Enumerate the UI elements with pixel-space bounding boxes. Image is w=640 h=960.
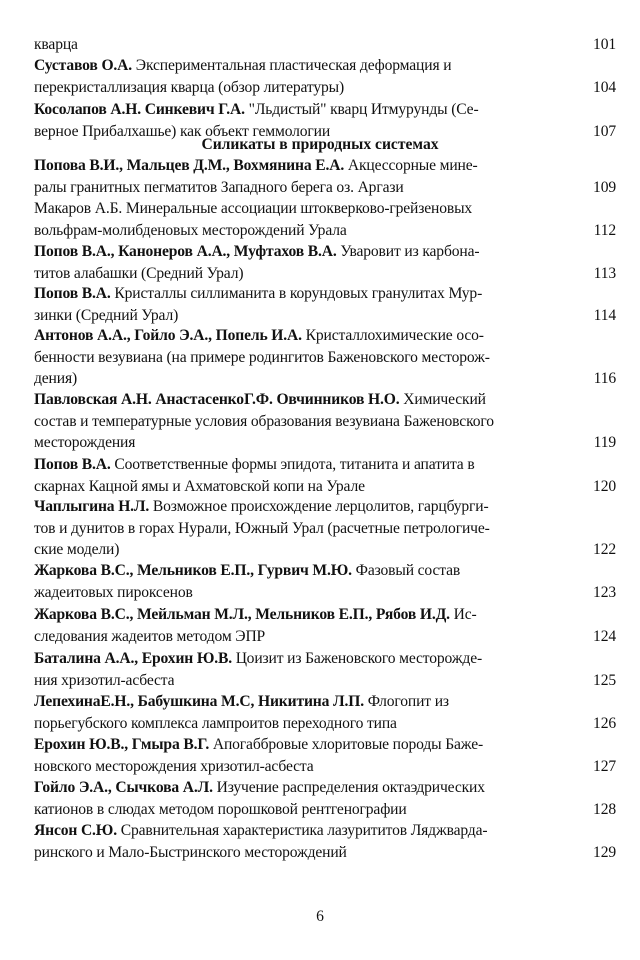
toc-entry [34,34,626,56]
toc-entry-text: катионов в слюдах методом порошковой рентгенографии [34,800,407,818]
toc-entry-line [34,734,626,756]
toc-entry-line [34,347,626,369]
toc-entry-line [34,454,626,476]
toc-entry [34,155,626,198]
toc-entry-line [34,220,626,242]
toc-entry-authors: Янсон С.Ю. [34,822,117,839]
toc-entry-line [34,55,626,77]
toc-entry-text: жадеитовых пироксенов [34,583,193,601]
toc-entry-page: 112 [593,221,616,239]
toc-entry-authors: Антонов А.А., Гойло Э.А., Попель И.А. [34,327,302,344]
toc-entry-page: 127 [593,757,616,775]
toc-entry-text: Попов В.А., Канонеров А.А., Муфтахов В.А. Уваровит из карбона- [34,243,480,260]
toc-entry-page: 125 [593,671,616,689]
toc-entry-page: 109 [593,178,616,196]
toc-entry [34,604,626,647]
toc-entry-page: 119 [593,434,616,451]
toc-entry-page: 120 [593,477,616,495]
toc-entry-authors: Баталина А.А., Ерохин Ю.В. [34,650,233,667]
toc-entry-line [34,263,626,285]
toc-entry-page: 114 [593,306,616,324]
toc-entry [34,820,626,863]
toc-entry-line [34,604,626,626]
toc-entry-page: 129 [593,843,616,861]
toc-entry [34,734,626,777]
toc-entry-authors: Косолапов А.Н. Синкевич Г.А. [34,101,245,118]
toc-entry-authors: Попов В.А. [34,285,111,302]
toc-entry-line [34,518,626,540]
toc-entry-line [34,99,626,121]
toc-entry-text: ЛепехинаЕ.Н., Бабушкина М.С, Никитина Л.П. Флогопит из [34,693,449,710]
toc-entry-text: Гойло Э.А., Сычкова А.Л. Изучение распределения октаэдрических [34,779,485,796]
toc-entry-page: 107 [593,122,616,140]
toc-entry-authors: Попов В.А. [34,456,111,473]
section-title: Силикаты в природных системах [201,136,439,153]
toc-entry [34,777,626,820]
toc-entry-authors: Суставов О.А. [34,57,133,74]
toc-entry-page: 122 [593,541,616,558]
toc-entry-line [34,820,626,842]
toc-entry-text: Жаркова В.С., Мельников Е.П., Гурвич М.Ю. Фазовый состав [34,562,461,579]
toc-entry [34,55,626,98]
toc-entry-line [34,432,626,454]
toc-entry [34,560,626,603]
toc-entry-line [34,389,626,411]
toc-entry-authors: Павловская А.Н. АнастасенкоГ.Ф. Овчинников Н.О. [34,391,400,408]
toc-entry-authors: ЛепехинаЕ.Н., Бабушкина М.С, Никитина Л.П. [34,693,364,710]
toc-entry-line [34,34,626,56]
toc-entry-line [34,648,626,670]
toc-entry-text: новского месторождения хризотил-асбеста [34,757,314,775]
toc-entry-page: 113 [593,264,616,282]
toc-entry [34,648,626,691]
toc-entry-text: состав и температурные условия образования везувиана Баженовского [34,412,494,430]
toc-entry-page: 128 [593,800,616,818]
toc-entry-text: ринского и Мало-Быстринского месторождений [34,843,347,861]
toc-entry-line [34,670,626,692]
toc-entry-authors: Чаплыгина Н.Л. [34,498,150,515]
toc-entry-line [34,198,626,220]
toc-entry-text: Павловская А.Н. АнастасенкоГ.Ф. Овчинников Н.О. Химический [34,391,486,408]
toc-entry-text: Попов В.А. Соответственные формы эпидота, титанита и апатита в [34,456,475,473]
toc-entry [34,454,626,497]
toc-entry-text: бенности везувиана (на примере родингитов Баженовского месторож- [34,348,490,366]
toc-entry-authors: Гойло Э.А., Сычкова А.Л. [34,779,213,796]
toc-entry-line [34,713,626,735]
toc-entry-line [34,842,626,864]
toc-entry-text: Ерохин Ю.В., Гмыра В.Г. Апогаббровые хлоритовые породы Баже- [34,736,484,753]
toc-entry [34,691,626,734]
toc-entry-page: 126 [593,714,616,732]
toc-entry [34,198,626,241]
toc-entry-line [34,325,626,347]
toc-entry-authors: Жаркова В.С., Мельников Е.П., Гурвич М.Ю. [34,562,352,579]
toc-entry-text: Янсон С.Ю. Сравнительная характеристика лазурититов Ляджварда- [34,822,488,839]
toc-entry-text: Макаров А.Б. Минеральные ассоциации штокверково-грейзеновых [34,200,473,217]
toc-entry-text: ния хризотил-асбеста [34,671,175,689]
toc-entry-text: Антонов А.А., Гойло Э.А., Попель И.А. Кристаллохимические осо- [34,327,484,344]
toc-entry-line [34,411,626,433]
page-number: 6 [316,908,324,925]
toc-entry-text: кварца [34,36,78,53]
toc-entry-page: 123 [593,583,616,601]
toc-entry-text: Чаплыгина Н.Л. Возможное происхождение лерцолитов, гарцбурги- [34,498,489,515]
toc-entry-line [34,539,626,561]
toc-entry-line [34,777,626,799]
toc-entry-authors: Жаркова В.С., Мейльман М.Л., Мельников Е.П., Рябов И.Д. [34,606,450,623]
toc-entry-text: Попов В.А. Кристаллы силлиманита в корундовых гранулитах Мур- [34,285,483,302]
toc-entry-page: 116 [593,370,616,387]
toc-entry-text: порьегубского комплекса лампроитов переходного типа [34,714,397,732]
toc-entry-line [34,241,626,263]
toc-entry [34,325,626,390]
toc-entry-authors: Попов В.А., Канонеров А.А., Муфтахов В.А. [34,243,337,260]
toc-entry-line [34,626,626,648]
toc-entry-page: 124 [593,627,616,645]
toc-entry-page: 104 [593,78,616,96]
toc-entry-text: перекристаллизация кварца (обзор литературы) [34,78,344,96]
toc-entry-text: ские модели) [34,541,120,558]
toc-entry-line [34,756,626,778]
toc-entry-line [34,368,626,390]
toc-entry-text: месторождения [34,434,136,451]
toc-entry-text: дения) [34,370,78,387]
toc-entry-text: Косолапов А.Н. Синкевич Г.А. "Льдистый" кварц Итмурунды (Се- [34,101,479,118]
toc-entry-line [34,476,626,498]
toc-entry-line [34,799,626,821]
toc-entry-text: скарнах Кацной ямы и Ахматовской копи на Урале [34,477,365,495]
toc-entry-text: Попова В.И., Мальцев Д.М., Вохмянина Е.А. Акцессорные мине- [34,157,478,174]
toc-entry-text: Суставов О.А. Экспериментальная пластическая деформация и [34,57,452,74]
toc-entry-authors: Ерохин Ю.В., Гмыра В.Г. [34,736,210,753]
toc-entry-text: Баталина А.А., Ерохин Ю.В. Цоизит из Баженовского месторожде- [34,650,483,667]
toc-entry [34,496,626,561]
toc-entry-authors: Попова В.И., Мальцев Д.М., Вохмянина Е.А. [34,157,345,174]
toc-entry [34,389,626,454]
toc-entry-line [34,155,626,177]
toc-entry-text: следования жадеитов методом ЭПР [34,627,266,645]
toc-entry-text: титов алабашки (Средний Урал) [34,264,244,282]
toc-entry-text: вольфрам-молибденовых месторождений Урала [34,221,347,239]
toc-entry-line [34,77,626,99]
toc-entry-line [34,177,626,199]
toc-entry-text: верное Прибалхашье) как объект геммологии [34,122,331,140]
toc-entry-line [34,305,626,327]
toc-entry [34,241,626,284]
toc-entry-text: зинки (Средний Урал) [34,306,179,324]
toc-entry-line [34,560,626,582]
toc-entry-line [34,691,626,713]
toc-entry-text: тов и дунитов в горах Нурали, Южный Урал (расчетные петрологиче- [34,519,490,537]
toc-entry-text: ралы гранитных пегматитов Западного берега оз. Аргази [34,178,404,196]
toc-entry [34,283,626,326]
toc-entry-line [34,582,626,604]
toc-entry-line [34,496,626,518]
toc-entry-text: Жаркова В.С., Мейльман М.Л., Мельников Е.П., Рябов И.Д. Ис- [34,606,477,623]
toc-entry-page: 101 [593,36,616,53]
toc-entry-line [34,283,626,305]
